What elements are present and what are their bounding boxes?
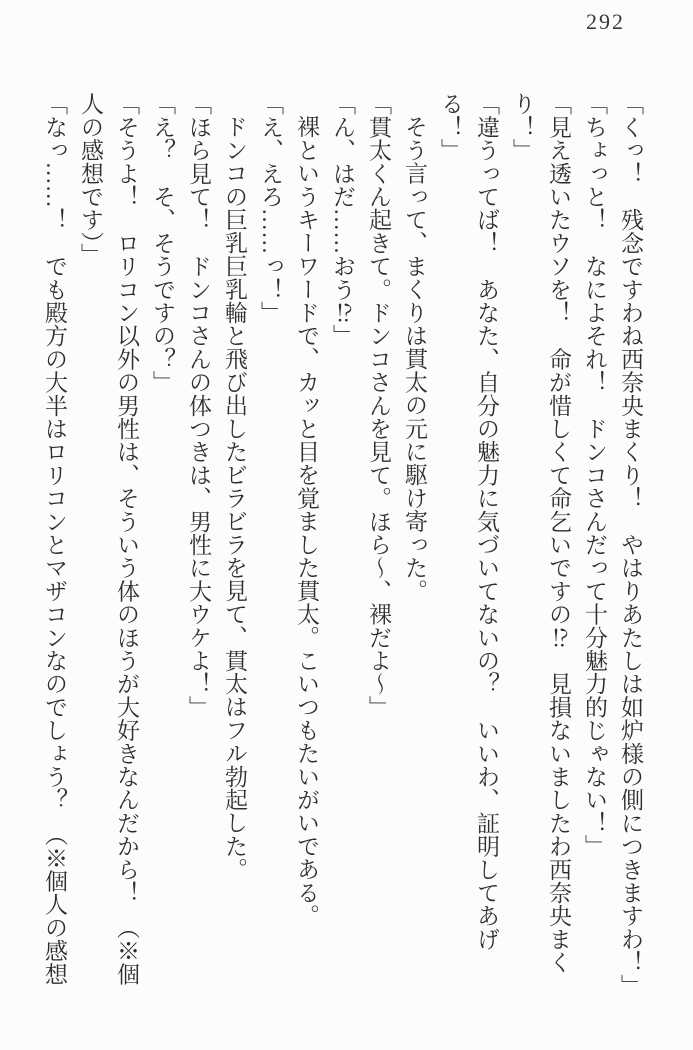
text-line: 「くっ！ 残念ですわね西奈央まくり！ やはりあたしは如炉様の側につきますわ！」 xyxy=(618,92,643,997)
text-line: 「ほら見て！ ドンコさんの体つきは、男性に大ウケよ！」 xyxy=(186,92,211,719)
page-number: 292 xyxy=(586,9,625,34)
text-line: 「見え透いたウソを！ 命が惜しくて命乞いですの⁉ 見損ないましたわ西奈央まく xyxy=(546,92,571,974)
text-line: 「そうよ！ ロリコン以外の男性は、そういう体のほうが大好きなんだから！ （※個 xyxy=(114,92,139,986)
text-line: 「え？ そ、そうですの？」 xyxy=(150,92,175,394)
text-line: 「貫太くん起きて。ドンコさんを見て。ほら〜、裸だよ〜」 xyxy=(366,92,391,719)
text-line: 裸というキーワードで、カッと目を覚ました貫太。こいつもたいがいである。 xyxy=(294,115,319,927)
text-body xyxy=(36,92,648,1002)
text-line: り！」 xyxy=(510,92,535,162)
text-line: ドンコの巨乳巨乳輪と飛び出したビラビラを見て、貫太はフル勃起した。 xyxy=(222,115,247,881)
text-line: 「なっ……！ でも殿方の大半はロリコンとマザコンなのでしょう？ （※個人の感想 xyxy=(42,92,67,986)
text-line: 「ん、はだ……おう⁉」 xyxy=(330,92,355,348)
text-line: そう言って、まくりは貫太の元に駆け寄った。 xyxy=(402,115,427,603)
text-line: る！」 xyxy=(438,92,463,162)
text-line: 「ちょっと！ なによそれ！ ドンコさんだって十分魅力的じゃない！」 xyxy=(582,92,607,858)
text-line: 「違うってば！ あなた、自分の魅力に気づいてないの？ いいわ、証明してあげ xyxy=(474,92,499,951)
text-line: 人の感想です）」 xyxy=(78,92,103,267)
text-line: 「え、えろ……っ！」 xyxy=(258,92,283,324)
